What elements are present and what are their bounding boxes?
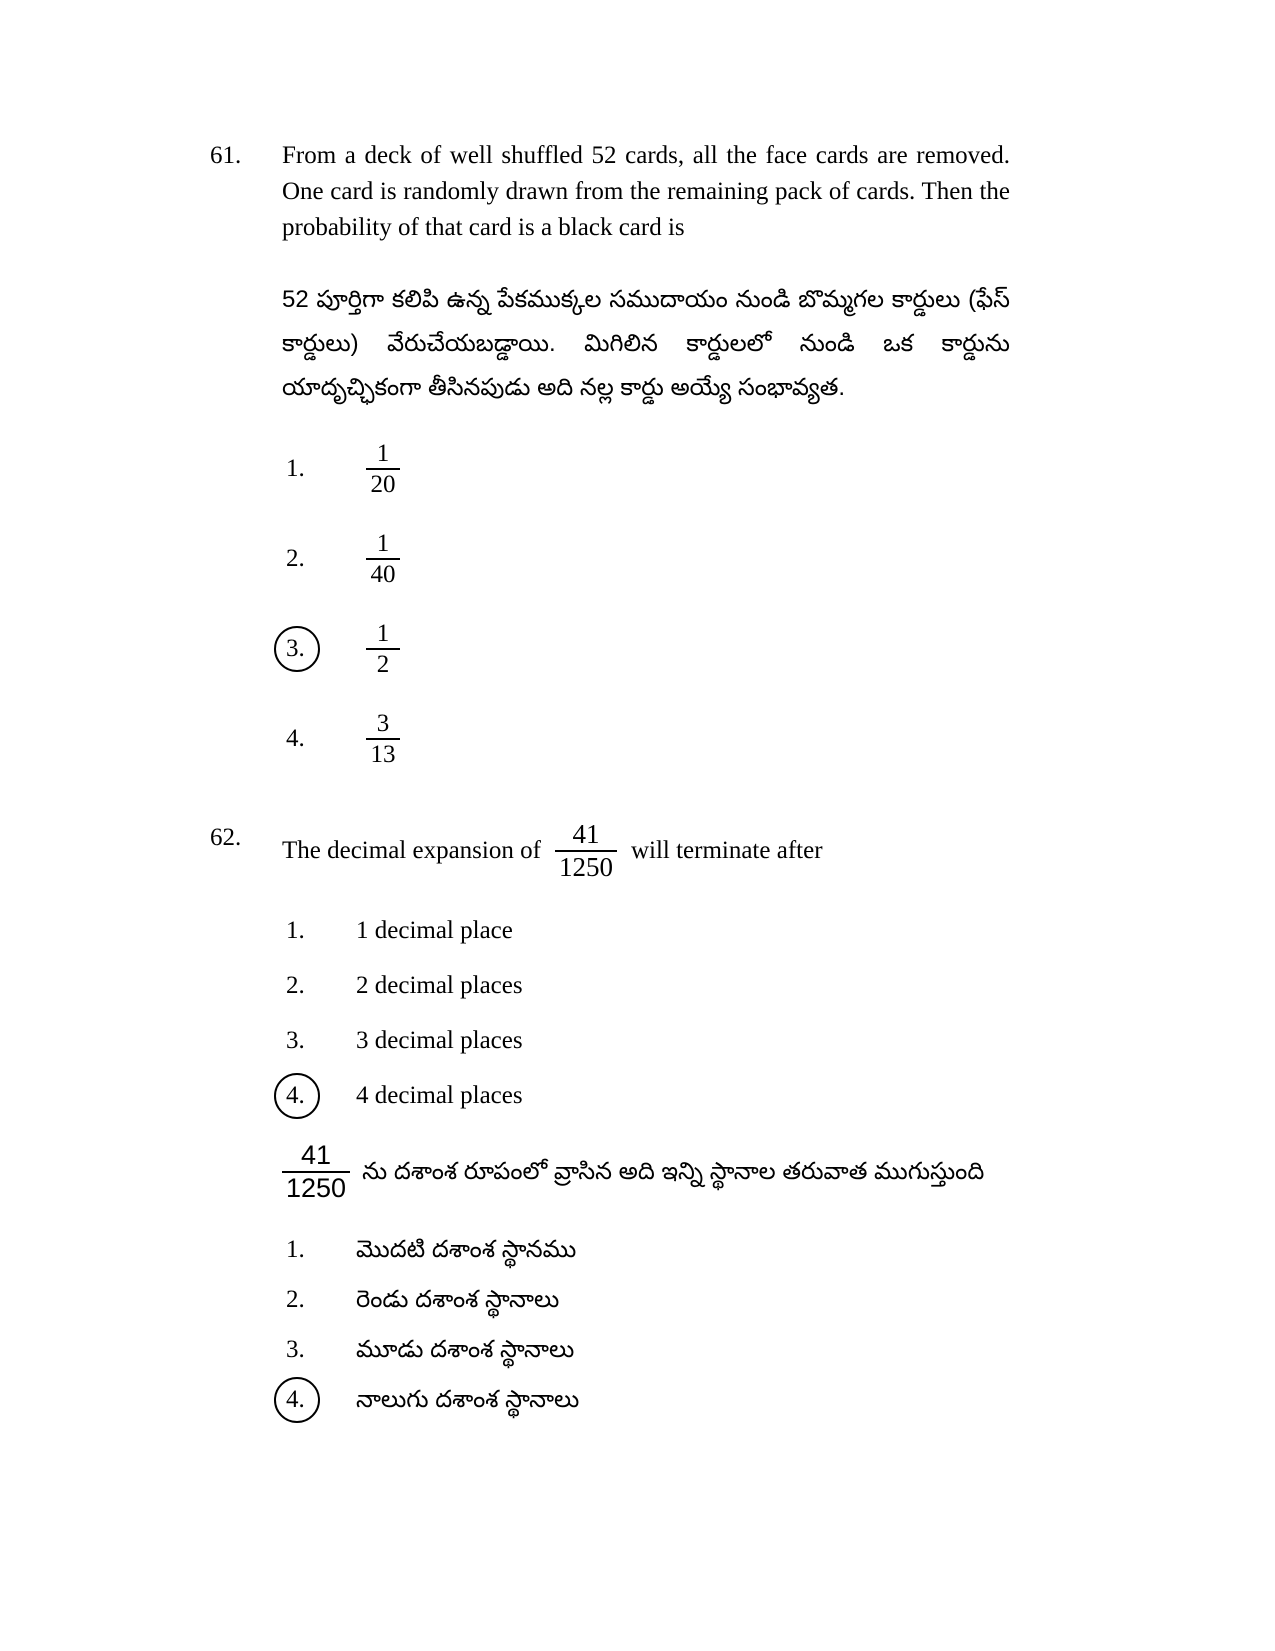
question-62-stem-telugu [282, 1141, 1010, 1203]
option-62-te-4-text: నాలుగు దశాంశ స్థానాలు [356, 1385, 580, 1413]
question-61-stem-telugu: 52 పూర్తిగా కలిపి ఉన్న పేకముక్కల సముదాయం నుండి బొమ్మగల కార్డులు (ఫేస్ కార్డులు) వేరుచేయబడ్డాయి. మిగిలిన కార్డులలో నుండి ఒక కార్డును యాదృచ్ఛికంగా తీసినపుడు అది నల్ల కార్డు అయ్యే సంభావ్యత. [282, 286, 1010, 401]
fraction-denominator: 1250 [558, 852, 613, 883]
fraction-numerator: 1 [376, 440, 390, 467]
question-62-options-telugu [282, 1230, 1010, 1420]
option-61-3-marker[interactable] [282, 631, 356, 667]
option-61-2-value [356, 530, 406, 588]
fraction-1-over-40 [366, 530, 400, 588]
fraction-numerator: 1 [376, 620, 390, 647]
fraction-numerator: 41 [301, 1140, 332, 1171]
fraction-1-over-20 [366, 440, 400, 498]
option-62-en-2-text: 2 decimal places [356, 972, 523, 1000]
option-61-3-label: 3. [286, 635, 305, 662]
option-61-1[interactable] [282, 440, 1010, 498]
option-62-en-3-label: 3. [286, 1027, 305, 1055]
option-62-te-3-text: మూడు దశాంశ స్థానాలు [356, 1335, 575, 1363]
question-62 [210, 820, 1010, 1420]
fraction-denominator: 2 [376, 651, 390, 678]
question-62-stem-prefix: The decimal expansion of [282, 837, 541, 865]
option-62-te-3-marker[interactable] [282, 1332, 356, 1368]
option-61-2[interactable] [282, 530, 1010, 588]
option-61-2-marker[interactable] [282, 541, 356, 577]
option-62-te-2-marker[interactable] [282, 1282, 356, 1318]
question-62-stem-row [210, 820, 1010, 882]
option-62-en-3-marker[interactable] [282, 1023, 356, 1059]
fraction-3-over-13 [366, 710, 400, 768]
option-62-en-1-text: 1 decimal place [356, 917, 513, 945]
option-62-te-1[interactable] [282, 1230, 1010, 1270]
option-62-en-2[interactable] [282, 967, 1010, 1005]
fraction-denominator: 13 [370, 741, 396, 768]
question-61-stem-row [210, 138, 1010, 246]
fraction-41-over-1250-telugu [282, 1141, 350, 1203]
option-61-4[interactable] [282, 710, 1010, 768]
fraction-numerator: 41 [572, 819, 600, 849]
option-61-4-marker[interactable] [282, 721, 356, 757]
option-62-en-1-marker[interactable] [282, 913, 356, 949]
fraction-1-over-2 [366, 620, 400, 678]
option-61-4-label: 4. [286, 725, 305, 752]
option-62-en-4-text: 4 decimal places [356, 1082, 523, 1110]
question-62-stem-english [282, 820, 1010, 882]
option-62-te-4[interactable] [282, 1380, 1010, 1420]
option-62-en-4[interactable] [282, 1077, 1010, 1115]
fraction-denominator: 40 [370, 561, 396, 588]
option-62-en-3[interactable] [282, 1022, 1010, 1060]
question-62-number: 62. [210, 824, 242, 851]
option-61-1-label: 1. [286, 455, 305, 482]
option-61-1-marker[interactable] [282, 451, 356, 487]
option-62-te-4-marker[interactable] [282, 1382, 356, 1418]
option-62-te-3-label: 3. [286, 1335, 305, 1363]
option-61-2-label: 2. [286, 545, 305, 572]
option-62-te-1-label: 1. [286, 1235, 305, 1263]
question-61 [210, 138, 1010, 768]
option-62-te-2-label: 2. [286, 1285, 305, 1313]
question-62-stem-inline [282, 820, 823, 882]
option-61-4-value [356, 710, 406, 768]
option-62-en-2-label: 2. [286, 972, 305, 1000]
option-62-te-1-marker[interactable] [282, 1232, 356, 1268]
option-62-te-1-text: మొదటి దశాంశ స్థానము [356, 1235, 577, 1263]
option-62-te-2-text: రెండు దశాంశ స్థానాలు [356, 1285, 560, 1313]
option-62-en-4-label: 4. [286, 1082, 305, 1110]
question-62-stem-suffix: will terminate after [630, 837, 823, 865]
option-62-te-4-label: 4. [286, 1385, 305, 1413]
option-61-3-value [356, 620, 406, 678]
option-61-3[interactable] [282, 620, 1010, 678]
question-61-options [282, 440, 1010, 768]
fraction-numerator: 1 [376, 530, 390, 557]
option-62-en-1[interactable] [282, 912, 1010, 950]
fraction-denominator: 1250 [286, 1173, 347, 1204]
option-61-1-value [356, 440, 406, 498]
option-62-en-2-marker[interactable] [282, 968, 356, 1004]
question-62-options-english [282, 912, 1010, 1115]
option-62-te-2[interactable] [282, 1280, 1010, 1320]
question-61-stem-english: From a deck of well shuffled 52 cards, all the face cards are removed. One card is randomly drawn from the remaining pack of cards. Then the probability of that card is a black card is [282, 142, 1010, 241]
question-62-stem-telugu-text: ను దశాంశ రూపంలో వ్రాసిన అది ఇన్ని స్థానాల తరువాత ముగుస్తుంది [362, 1158, 985, 1186]
option-62-en-3-text: 3 decimal places [356, 1027, 523, 1055]
fraction-numerator: 3 [376, 710, 390, 737]
option-62-en-4-marker[interactable] [282, 1078, 356, 1114]
fraction-denominator: 20 [370, 471, 396, 498]
fraction-41-over-1250 [555, 820, 617, 882]
option-62-en-1-label: 1. [286, 917, 305, 945]
option-62-te-3[interactable] [282, 1330, 1010, 1370]
question-61-number: 61. [210, 142, 242, 169]
